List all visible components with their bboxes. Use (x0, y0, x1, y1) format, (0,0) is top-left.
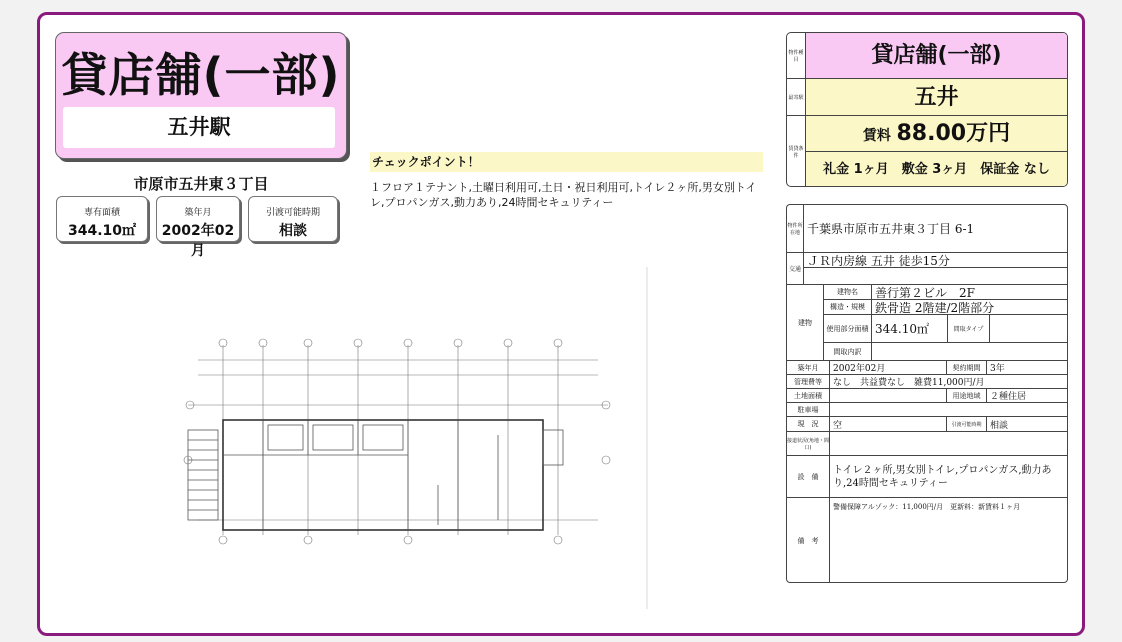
handover-label: 引渡可能時期 (947, 417, 987, 431)
rent-value: 88.00万円 (896, 121, 1011, 146)
road-label: 接道状況(角地・間口) (787, 432, 830, 455)
row-parking (787, 403, 1067, 417)
land-label: 土地面積 (787, 389, 830, 402)
row-notes (787, 498, 1067, 583)
notes-label: 備 考 (787, 498, 830, 583)
rent-row (806, 116, 1067, 152)
type-label: 物件種目 (787, 33, 806, 79)
address-short: 市原市五井東３丁目 (133, 175, 269, 193)
row-area (824, 315, 1067, 343)
area-label: 使用部分面積 (824, 315, 872, 342)
stat-built (156, 196, 240, 259)
plan-edge-line (646, 267, 648, 609)
location-label: 物件所在地 (787, 205, 804, 252)
transport-label: 交通 (787, 253, 804, 284)
row-management (787, 375, 1067, 389)
stat-handover (248, 196, 338, 242)
rent-label: 賃料 (862, 128, 891, 144)
floor-plan-image (168, 335, 613, 553)
building-label: 建物 (787, 285, 824, 360)
status-label: 現 況 (787, 417, 830, 431)
row-location (787, 205, 1067, 253)
summary-type-value: 貸店舗(一部) (806, 33, 1067, 79)
notes-value: 警備保障アルゾック：11,000円/月 更新料：新賃料１ヶ月 (833, 503, 1021, 511)
mgmt-label: 管理費等 (787, 375, 830, 388)
stat-label: 築年月 (184, 208, 212, 218)
row-structure (824, 300, 1067, 315)
stat-value: 相談 (279, 223, 307, 239)
row-transport (787, 253, 1067, 285)
row-layout-detail (824, 343, 1067, 361)
contract-value: 3年 (990, 364, 1005, 374)
built-label: 築年月 (787, 361, 830, 374)
contract-label: 契約期間 (947, 361, 987, 374)
structure-value: 鉄骨造 2階建/2階部分 (875, 300, 995, 315)
area-value: 344.10㎡ (872, 315, 948, 342)
bname-label: 建物名 (824, 285, 872, 299)
stat-value: 344.10㎡ (67, 223, 137, 239)
equip-label: 設 備 (787, 456, 830, 497)
terms-label: 賃貸条件 (787, 116, 806, 187)
stat-label: 引渡可能時期 (265, 208, 320, 218)
zoning-value: ２種住居 (990, 392, 1027, 402)
summary-box (786, 32, 1068, 187)
detail-table (786, 204, 1068, 583)
transport-value: ＪＲ内房線 五井 徒歩15分 (804, 253, 1067, 268)
row-land (787, 389, 1067, 403)
title-box (55, 32, 347, 159)
checkpoint-heading: チェックポイント！ (370, 152, 763, 172)
stat-value: 2002年02月 (161, 223, 235, 259)
summary-station-value: 五井 (806, 79, 1067, 116)
property-sheet (37, 12, 1085, 636)
layout-detail-label: 間取内訳 (824, 343, 872, 360)
row-equipment (787, 456, 1067, 498)
station-label: 五井駅 (63, 107, 335, 148)
row-road (787, 432, 1067, 456)
station-side-label: 最寄駅 (787, 79, 806, 116)
bname-value: 善行第２ビル 2F (875, 285, 975, 300)
layout-type-label: 間取タイプ (948, 315, 990, 342)
stat-label: 専有面積 (83, 208, 120, 218)
deposit-terms: 礼金 1ヶ月 敷金 3ヶ月 保証金 なし (806, 152, 1067, 187)
stat-area (56, 196, 148, 242)
handover-value: 相談 (990, 420, 1009, 431)
checkpoint-body: １フロア１テナント,土曜日利用可,土日・祝日利用可,トイレ２ヶ所,男女別トイレ,プロパンガス,動力あり,24時間セキュリティー (370, 181, 757, 209)
parking-label: 駐車場 (787, 403, 830, 416)
row-status (787, 417, 1067, 432)
mgmt-value: なし 共益費なし 雑費11,000円/月 (833, 378, 985, 388)
zoning-label: 用途地域 (947, 389, 987, 402)
land-value (830, 389, 947, 402)
status-value: 空 (830, 417, 947, 431)
built-value: 2002年02月 (830, 361, 947, 374)
location-value: 千葉県市原市五井東３丁目 6-1 (807, 222, 975, 236)
structure-label: 構造・規模 (824, 300, 872, 314)
property-type-title: 貸店舗(一部) (61, 48, 341, 102)
row-built (787, 361, 1067, 375)
equip-value: トイレ２ヶ所,男女別トイレ,プロパンガス,動力あり,24時間セキュリティー (833, 464, 1052, 489)
